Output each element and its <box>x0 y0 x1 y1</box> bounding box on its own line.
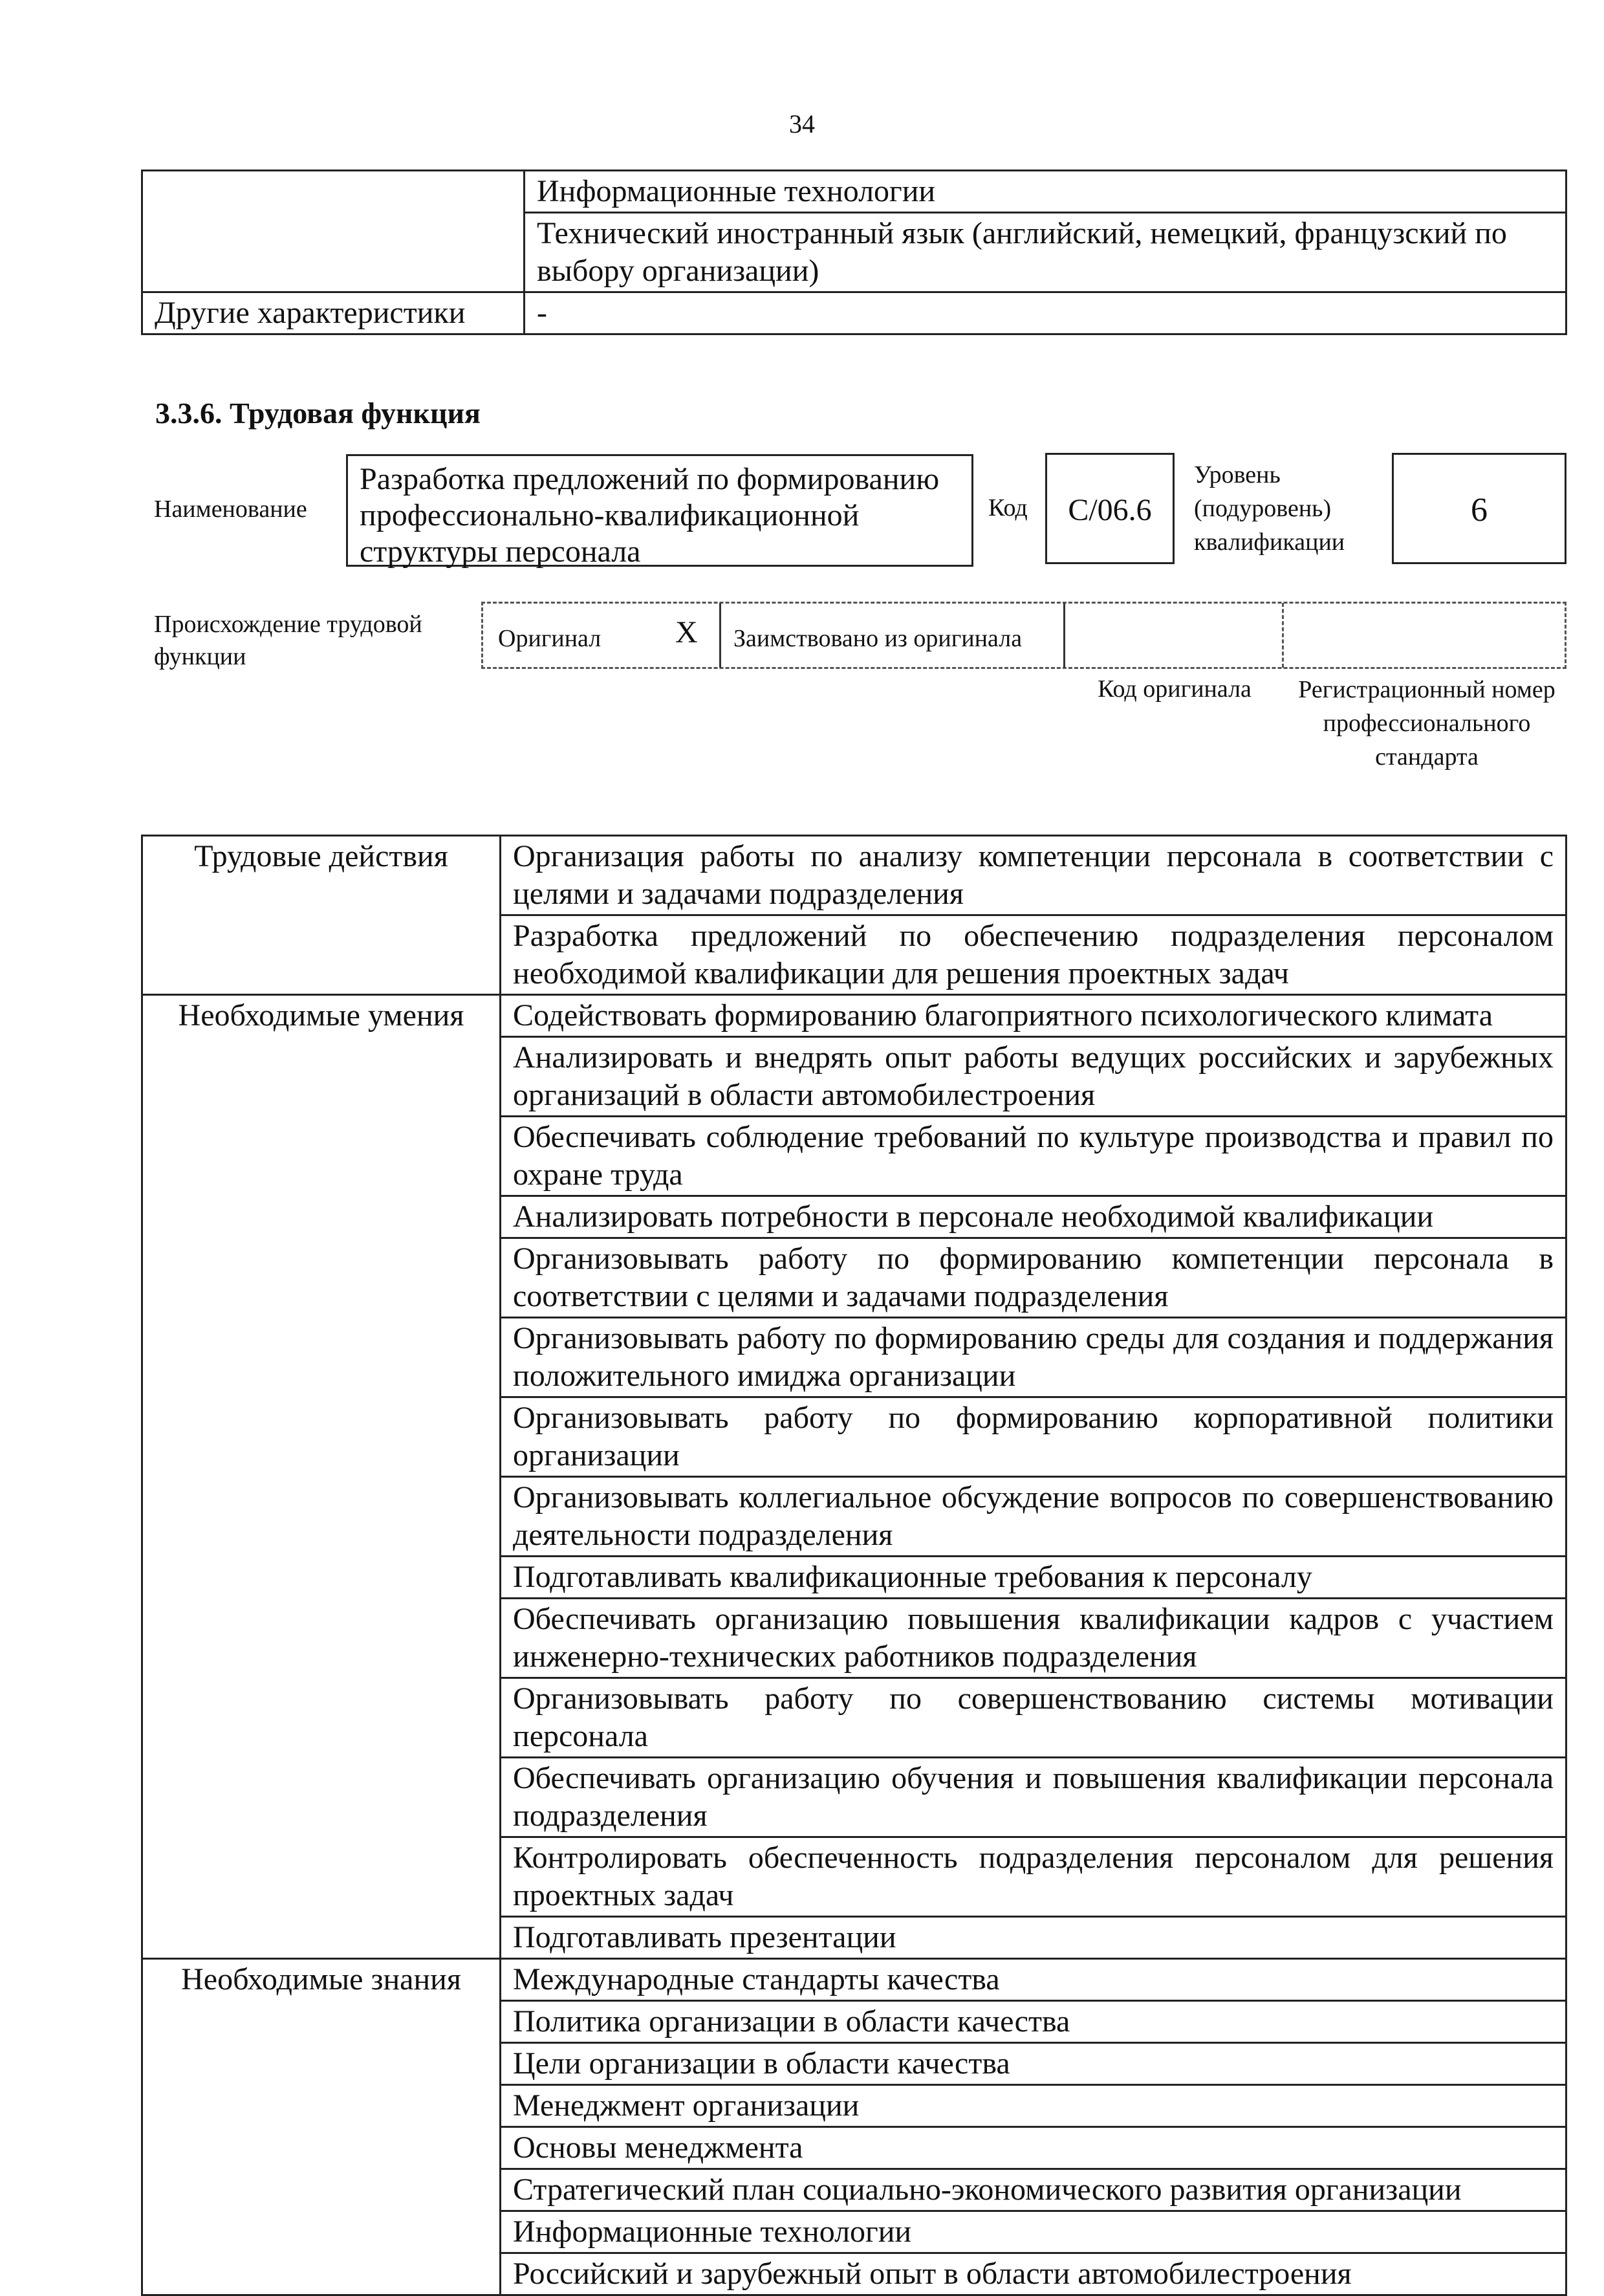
other-characteristics-label: Другие характеристики <box>142 292 525 334</box>
table-cell: Контролировать обеспеченность подразделения персоналом для решения проектных задач <box>501 1837 1566 1917</box>
table-cell: Цели организации в области качества <box>501 2043 1566 2085</box>
table-cell: Информационные технологии <box>501 2211 1566 2253</box>
table-cell: Менеджмент организации <box>501 2085 1566 2127</box>
table-row <box>142 171 1566 213</box>
reg-number-caption: Регистрационный номер профессионального стандарта <box>1298 676 1555 771</box>
table-cell: Разработка предложений по обеспечению подразделения персоналом необходимой квалификации для решения проектных задач <box>501 915 1566 995</box>
divider <box>719 603 721 668</box>
table-cell: Подготавливать презентации <box>501 1917 1566 1959</box>
main-table <box>141 835 1567 2296</box>
table-cell: Организация работы по анализу компетенции персонала в соответствии с целями и задачами подразделения <box>501 836 1566 915</box>
other-characteristics-value: - <box>525 292 1566 334</box>
table-row <box>142 292 1566 334</box>
section-heading: 3.3.6. Трудовая функция <box>155 397 481 430</box>
table-row <box>142 836 1566 915</box>
table-cell: Стратегический план социально-экономического развития организации <box>501 2169 1566 2211</box>
table-cell: Международные стандарты качества <box>501 1959 1566 2001</box>
table-cell: Обеспечивать организацию обучения и повышения квалификации персонала подразделения <box>501 1758 1566 1837</box>
borrowed-label: Заимствовано из оригинала <box>733 625 1023 652</box>
table-cell: Обеспечивать организацию повышения квалификации кадров с участием инженерно-технических работников подразделения <box>501 1599 1566 1678</box>
page-number: 34 <box>789 109 815 138</box>
empty-label-cell <box>142 171 525 292</box>
table-row <box>142 995 1566 1037</box>
function-name-box: Разработка предложений по формированию профессионально-квалификационной структуры персонала <box>346 454 973 567</box>
table-cell: Политика организации в области качества <box>501 2001 1566 2043</box>
table-cell: Организовывать работу по формированию компетенции персонала в соответствии с целями и задачами подразделения <box>501 1238 1566 1318</box>
group-label: Необходимые умения <box>142 995 501 1959</box>
level-label: Уровень (подуровень) квалификации <box>1194 461 1345 556</box>
function-code-box: С/06.6 <box>1045 453 1175 564</box>
table-cell: Подготавливать квалификационные требования к персоналу <box>501 1557 1566 1599</box>
table-cell: Содействовать формированию благоприятного психологического климата <box>501 995 1566 1037</box>
code-label: Код <box>988 494 1028 521</box>
table-cell: Организовывать коллегиальное обсуждение вопросов по совершенствованию деятельности подразделения <box>501 1477 1566 1557</box>
table-cell: Организовывать работу по формированию корпоративной политики организации <box>501 1397 1566 1477</box>
divider <box>1063 603 1065 668</box>
original-label: Оригинал <box>498 625 602 652</box>
table-cell: Анализировать потребности в персонале необходимой квалификации <box>501 1196 1566 1238</box>
origin-label: Происхождение трудовой функции <box>154 611 422 670</box>
main-table-body <box>142 836 1566 2295</box>
top-continuation-table <box>141 169 1567 335</box>
code-original-caption: Код оригинала <box>1098 675 1252 703</box>
origin-row <box>481 602 1566 669</box>
group-label: Необходимые знания <box>142 1959 501 2295</box>
group-label: Трудовые действия <box>142 836 501 995</box>
table-cell: Информационные технологии <box>525 171 1566 213</box>
table-cell: Организовывать работу по формированию среды для создания и поддержания положительного имиджа организации <box>501 1318 1566 1397</box>
name-label: Наименование <box>154 496 307 523</box>
table-cell: Анализировать и внедрять опыт работы ведущих российских и зарубежных организаций в области автомобилестроения <box>501 1037 1566 1117</box>
table-row <box>142 1959 1566 2001</box>
table-cell: Обеспечивать соблюдение требований по культуре производства и правил по охране труда <box>501 1117 1566 1196</box>
table-cell: Основы менеджмента <box>501 2127 1566 2169</box>
divider <box>1282 603 1284 668</box>
level-value-box: 6 <box>1392 453 1566 564</box>
table-cell: Технический иностранный язык (английский, немецкий, французский по выбору организации) <box>525 213 1566 292</box>
table-cell: Российский и зарубежный опыт в области автомобилестроения <box>501 2253 1566 2295</box>
table-cell: Организовывать работу по совершенствованию системы мотивации персонала <box>501 1678 1566 1758</box>
original-mark: X <box>675 615 698 650</box>
